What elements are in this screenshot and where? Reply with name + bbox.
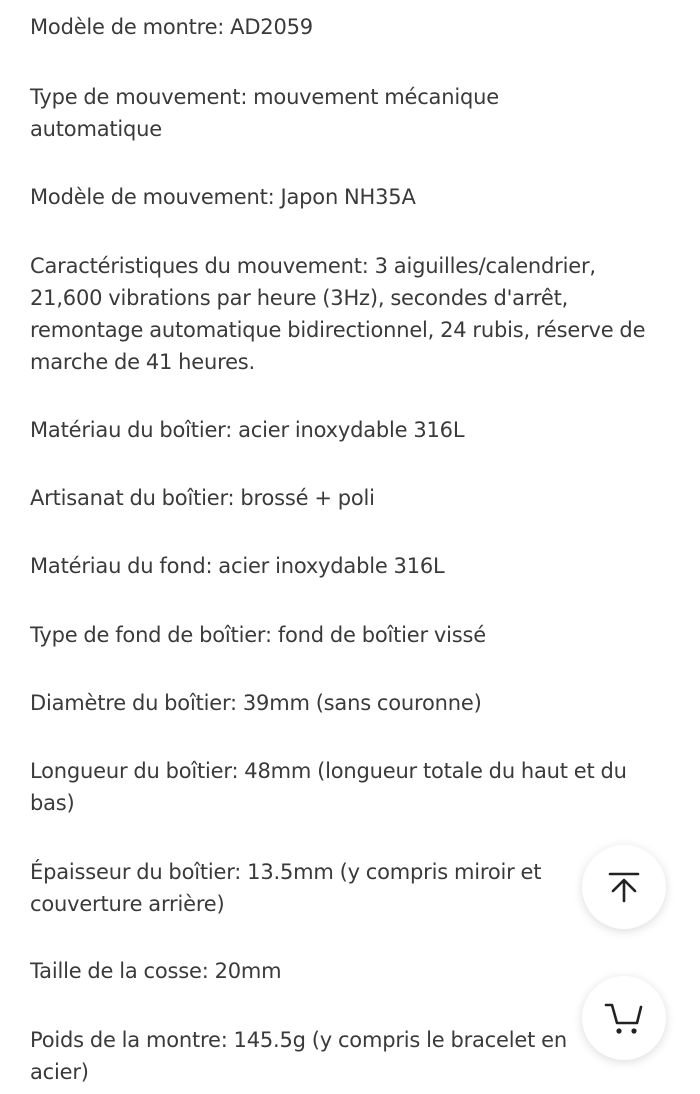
spec-case-material: Matériau du boîtier: acier inoxydable 316L [30, 418, 465, 442]
spec-movement-features: Caractéristiques du mouvement: 3 aiguilles/calendrier, 21,600 vibrations par heure (3Hz), secondes d'arrêt, remontage automatique bidirectionnel, 24 rubis, réserve de marche de 41 heures. [30, 254, 646, 374]
spec-watch-weight: Poids de la montre: 145.5g (y compris le bracelet en acier) [30, 1028, 567, 1084]
spec-case-diameter: Diamètre du boîtier: 39mm (sans couronne) [30, 691, 482, 715]
arrow-up-to-top-icon [607, 870, 641, 904]
spec-case-finish: Artisanat du boîtier: brossé + poli [30, 486, 375, 510]
back-to-top-button[interactable] [582, 845, 666, 929]
spec-watch-model: Modèle de montre: AD2059 [30, 15, 313, 39]
spec-movement-model: Modèle de mouvement: Japon NH35A [30, 185, 416, 209]
spec-movement-type: Type de mouvement: mouvement mécanique automatique [30, 85, 499, 141]
spec-lug-width: Taille de la cosse: 20mm [30, 959, 282, 983]
spec-caseback-type: Type de fond de boîtier: fond de boîtier vissé [30, 623, 486, 647]
spec-case-length: Longueur du boîtier: 48mm (longueur totale du haut et du bas) [30, 759, 627, 815]
spec-caseback-material: Matériau du fond: acier inoxydable 316L [30, 554, 445, 578]
cart-button[interactable] [582, 976, 666, 1060]
spec-case-thickness: Épaisseur du boîtier: 13.5mm (y compris miroir et couverture arrière) [30, 860, 542, 916]
shopping-cart-icon [604, 999, 644, 1037]
